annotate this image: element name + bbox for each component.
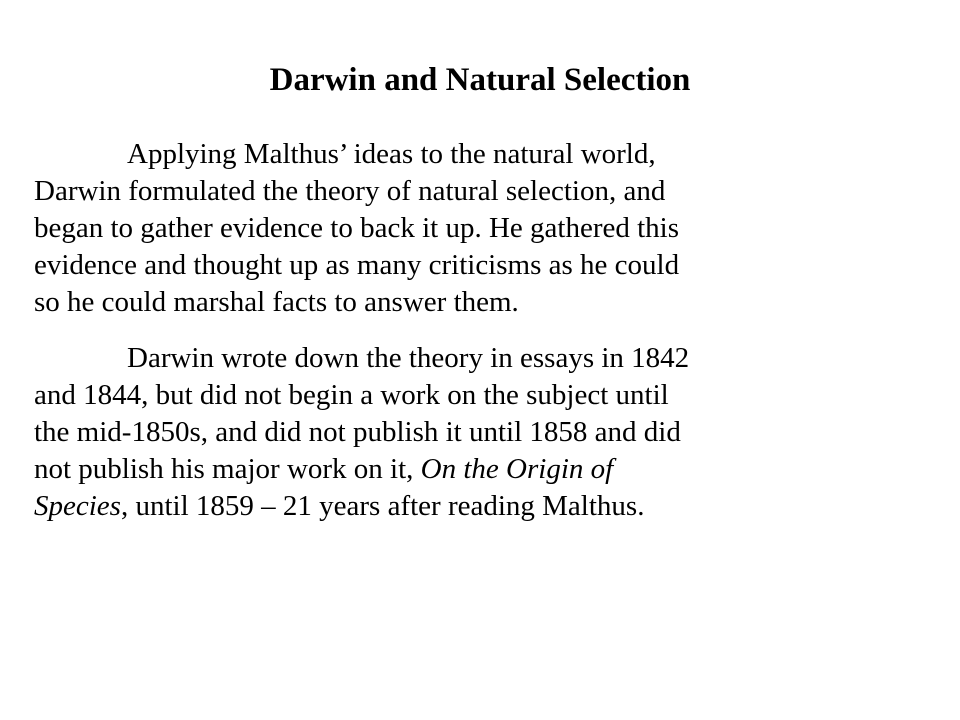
paragraph-2-line-2: and 1844, but did not begin a work on the subject until	[34, 379, 669, 411]
paragraph-2-line-5	[34, 488, 874, 525]
paragraph-1-line-2: Darwin formulated the theory of natural selection, and	[34, 175, 666, 207]
book-title-part-2: Species	[34, 490, 121, 522]
paragraph-1-line-4: evidence and thought up as many criticisms as he could	[34, 249, 680, 281]
paragraph-2-line-4-text: not publish his major work on it,	[34, 453, 421, 485]
paragraph-1-line-1: Applying Malthus’ ideas to the natural world,	[127, 138, 656, 170]
paragraph-1-line-5: so he could marshal facts to answer them.	[34, 286, 519, 318]
paragraph-2-line-4	[34, 451, 874, 488]
slide-body	[34, 136, 874, 525]
paragraph-1	[34, 136, 874, 321]
paragraph-2-line-5-text: , until 1859 – 21 years after reading Malthus.	[120, 490, 645, 522]
paragraph-2	[34, 340, 874, 525]
paragraph-2-line-3: the mid-1850s, and did not publish it until 1858 and did	[34, 416, 681, 448]
book-title-part-1: On the Origin of	[420, 453, 614, 485]
paragraph-1-line-3: began to gather evidence to back it up. He gathered this	[34, 212, 680, 244]
slide-title: Darwin and Natural Selection	[269, 62, 691, 98]
paragraph-2-line-1: Darwin wrote down the theory in essays in 1842	[127, 342, 690, 374]
